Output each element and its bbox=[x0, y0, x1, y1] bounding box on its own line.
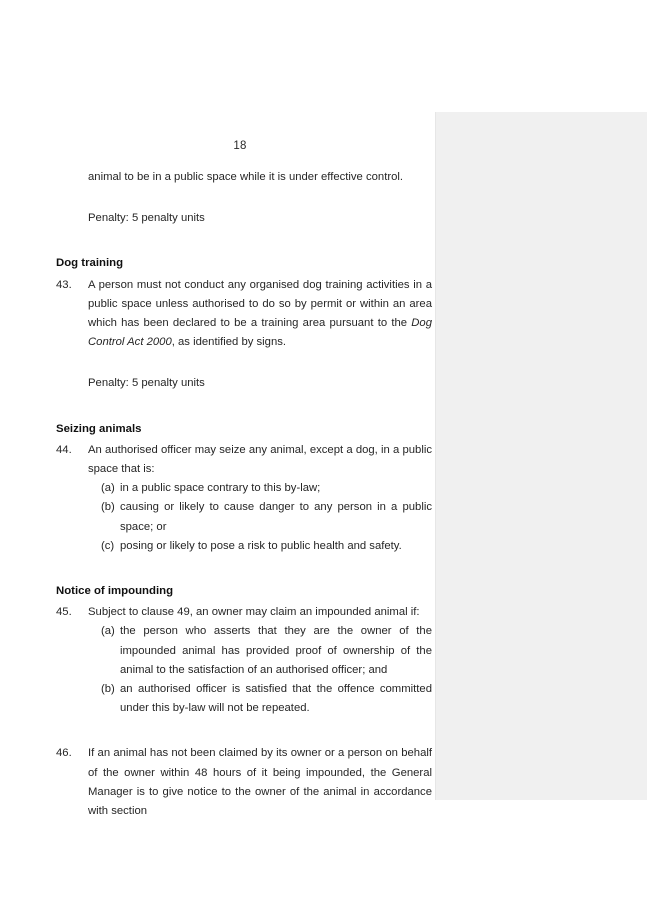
clause-45-subitem-a bbox=[56, 622, 432, 680]
clause-text: Subject to clause 49, an owner may claim an impounded animal if: bbox=[88, 606, 420, 619]
subitem-text: posing or likely to pose a risk to public health and safety. bbox=[120, 539, 402, 552]
clause-44-subitem-b bbox=[56, 498, 432, 536]
subitem-letter: (a) bbox=[101, 625, 115, 638]
clause-number: 46. bbox=[56, 747, 72, 760]
clause-text: An authorised officer may seize any animal, except a dog, in a public space that is: bbox=[88, 443, 432, 476]
spacer bbox=[56, 718, 432, 744]
document-content bbox=[56, 168, 432, 821]
clause-45-subitem-b bbox=[56, 680, 432, 718]
clause-number: 44. bbox=[56, 443, 72, 456]
clause-text-part-2: , as identified by signs. bbox=[171, 336, 287, 349]
subitem-letter: (b) bbox=[101, 501, 115, 514]
clause-text: If an animal has not been claimed by its owner or a person on behalf of the owner within 48 hours of it being impounded, the General Manager is to give notice to the owner of the animal in accordance with section bbox=[88, 747, 432, 818]
subitem-letter: (b) bbox=[101, 683, 115, 696]
spacer bbox=[56, 352, 432, 374]
clause-text bbox=[88, 276, 432, 353]
subitem-letter: (a) bbox=[101, 482, 115, 495]
clause-46 bbox=[56, 744, 432, 821]
clause-45 bbox=[56, 603, 432, 622]
section-heading-dog-training: Dog training bbox=[56, 257, 124, 270]
spacer bbox=[56, 394, 432, 420]
subitem-text: in a public space contrary to this by-law; bbox=[120, 482, 321, 495]
penalty-line-42: Penalty: 5 penalty units bbox=[88, 212, 205, 225]
page-number: 18 bbox=[233, 140, 247, 152]
clause-number: 45. bbox=[56, 606, 72, 619]
side-panel-grey-overlay bbox=[435, 112, 647, 800]
clause-44 bbox=[56, 441, 432, 479]
section-heading-seizing-animals: Seizing animals bbox=[56, 422, 142, 435]
clause-number: 43. bbox=[56, 278, 72, 291]
spacer bbox=[56, 556, 432, 582]
spacer bbox=[56, 187, 432, 209]
spacer bbox=[56, 228, 432, 254]
paragraph-continuation: animal to be in a public space while it is under effective control. bbox=[88, 171, 404, 183]
clause-44-subitem-a bbox=[56, 479, 432, 498]
subitem-letter: (c) bbox=[101, 539, 115, 552]
clause-44-subitem-c bbox=[56, 537, 432, 556]
clause-text-part-1: A person must not conduct any organised dog training activities in a public space unless authorised to do so by permit or within an area which has been declared to be a training area pursuant to the bbox=[88, 278, 432, 330]
subitem-text: causing or likely to cause danger to any person in a public space; or bbox=[120, 501, 432, 533]
clause-43 bbox=[56, 276, 432, 353]
penalty-line-43: Penalty: 5 penalty units bbox=[88, 377, 205, 390]
act-citation: Dog Control Act 2000 bbox=[88, 317, 432, 349]
section-heading-notice-of-impounding: Notice of impounding bbox=[56, 585, 174, 598]
subitem-text: the person who asserts that they are the owner of the impounded animal has provided proof of ownership of the animal to the satisfaction of an authorised officer; and bbox=[120, 625, 432, 676]
subitem-text: an authorised officer is satisfied that the offence committed under this by-law will not be repeated. bbox=[120, 683, 432, 715]
